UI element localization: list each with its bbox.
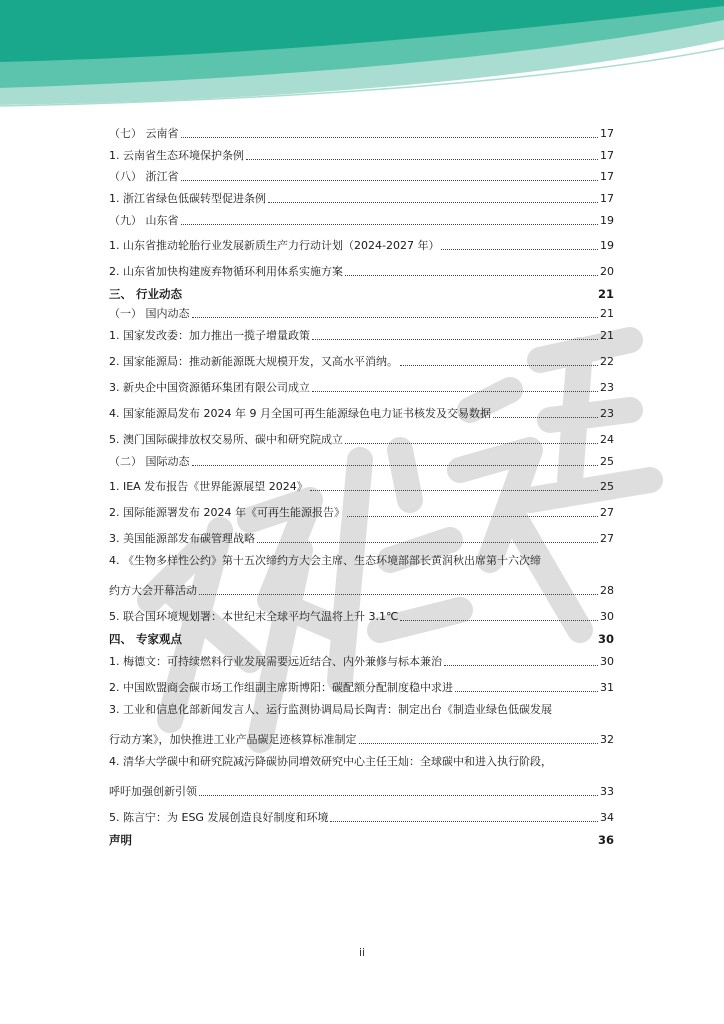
toc-entry-international[interactable] (109, 449, 614, 469)
toc-entry-page: 33 (600, 785, 614, 798)
dot-leader (310, 489, 598, 491)
dot-leader (493, 416, 598, 418)
toc-entry[interactable] (109, 675, 614, 695)
toc-entry-page: 30 (600, 610, 614, 623)
toc-entry[interactable] (109, 143, 614, 163)
toc-entry-line-1[interactable] (109, 554, 614, 570)
toc-entry-line-1[interactable] (109, 703, 614, 719)
page-number: ii (358, 946, 366, 959)
dot-leader (181, 223, 599, 225)
dot-leader (400, 364, 598, 366)
toc-entry-page: 20 (600, 265, 614, 278)
toc-entry-line-2[interactable] (109, 727, 614, 747)
toc-entry[interactable] (109, 604, 614, 624)
toc-entry-label: 2. 国家能源局：推动新能源既大规模开发，又高水平消纳。 (109, 355, 398, 368)
toc-entry-page: 17 (600, 192, 614, 205)
toc-entry-page: 17 (600, 127, 614, 140)
dot-leader (181, 179, 599, 181)
header-wave-banner (0, 0, 724, 110)
toc-entry-page: 23 (600, 407, 614, 420)
toc-entry-label: 呼吁加强创新引领 (109, 785, 197, 798)
toc-entry[interactable] (109, 474, 614, 494)
toc-entry-label: （一） 国内动态 (109, 307, 190, 320)
toc-section-industry-news[interactable] (109, 281, 614, 301)
toc-entry-line-2[interactable] (109, 779, 614, 799)
dot-leader (455, 690, 598, 692)
toc-entry-label: 3. 工业和信息化部新闻发言人、运行监测协调局局长陶青：制定出台《制造业绿色低碳发展 (109, 703, 552, 716)
toc-entry-page: 30 (597, 632, 614, 646)
dot-leader (134, 843, 596, 844)
toc-entry-page: 21 (600, 329, 614, 342)
toc-entry-label: 1. 国家发改委：加力推出一揽子增量政策 (109, 329, 310, 342)
toc-entry-label: 5. 联合国环境规划署：本世纪末全球平均气温将上升 3.1℃ (109, 610, 399, 623)
toc-entry-label: 三、 行业动态 (109, 287, 183, 301)
dot-leader (199, 593, 598, 595)
toc-entry-label: 行动方案》，加快推进工业产品碳足迹核算标准制定 (109, 733, 357, 746)
toc-entry-label: 2. 中国欧盟商会碳市场工作组副主席斯博阳：碳配额分配制度稳中求进 (109, 681, 453, 694)
dot-leader (199, 794, 598, 796)
toc-entry[interactable] (109, 500, 614, 520)
dot-leader (345, 442, 598, 444)
toc-entry[interactable] (109, 186, 614, 206)
toc-entry-label: （八） 浙江省 (109, 170, 179, 183)
toc-entry[interactable] (109, 349, 614, 369)
toc-entry-page: 27 (600, 506, 614, 519)
dot-leader (400, 619, 598, 621)
toc-entry-label: 3. 美国能源部发布碳管理战略 (109, 532, 255, 545)
toc-entry-page: 19 (600, 214, 614, 227)
toc-entry-label: 2. 山东省加快构建废弃物循环利用体系实施方案 (109, 265, 343, 278)
toc-entry-label: 3. 新央企中国资源循环集团有限公司成立 (109, 381, 310, 394)
toc-entry[interactable] (109, 649, 614, 669)
toc-entry-label: 5. 陈言宁：为 ESG 发展创造良好制度和环境 (109, 811, 329, 824)
dot-leader (184, 642, 596, 643)
toc-entry-label: （二） 国际动态 (109, 455, 190, 468)
toc-entry-label: 1. 山东省推动轮胎行业发展新质生产力行动计划（2024-2027 年） (109, 239, 440, 252)
toc-entry-label: 4. 清华大学碳中和研究院减污降碳协同增效研究中心主任王灿：全球碳中和进入执行阶段， (109, 755, 552, 768)
toc-entry-line-2[interactable] (109, 578, 614, 598)
toc-entry-label: 1. IEA 发布报告《世界能源展望 2024》 (109, 480, 308, 493)
toc-entry-label: 5. 澳门国际碳排放权交易所、碳中和研究院成立 (109, 433, 343, 446)
toc-entry-label: 四、 专家观点 (109, 632, 183, 646)
dot-leader (312, 390, 598, 392)
dot-leader (257, 541, 598, 543)
toc-entry-page: 23 (600, 381, 614, 394)
toc-section-expert-views[interactable] (109, 626, 614, 646)
toc-entry-page: 21 (600, 307, 614, 320)
toc-entry[interactable] (109, 259, 614, 279)
dot-leader (192, 316, 599, 318)
toc-entry-page: 36 (597, 833, 614, 847)
toc-entry-line-1[interactable] (109, 755, 614, 771)
dot-leader (246, 158, 598, 160)
toc-entry-page: 17 (600, 149, 614, 162)
toc-entry-label: 1. 云南省生态环境保护条例 (109, 149, 244, 162)
toc-entry-label: 1. 梅德文：可持续燃料行业发展需要远近结合、内外兼修与标本兼治 (109, 655, 442, 668)
dot-leader (347, 515, 598, 517)
toc-entry-page: 24 (600, 433, 614, 446)
dot-leader (181, 136, 599, 138)
dot-leader (359, 742, 599, 744)
dot-leader (184, 297, 596, 298)
toc-entry-page: 21 (597, 287, 614, 301)
toc-entry-label: 4. 国家能源局发布 2024 年 9 月全国可再生能源绿色电力证书核发及交易数据 (109, 407, 491, 420)
dot-leader (330, 820, 598, 822)
toc-entry-label: 4. 《生物多样性公约》第十五次缔约方大会主席、生态环境部部长黄润秋出席第十六次缔 (109, 554, 541, 567)
toc-entry-label: （七） 云南省 (109, 127, 179, 140)
toc-entry-label: 1. 浙江省绿色低碳转型促进条例 (109, 192, 266, 205)
dot-leader (312, 338, 598, 340)
toc-entry-page: 22 (600, 355, 614, 368)
dot-leader (268, 201, 598, 203)
dot-leader (192, 464, 599, 466)
toc-entry[interactable] (109, 526, 614, 546)
toc-entry-page: 28 (600, 584, 614, 597)
toc-entry-label: 约方大会开幕活动 (109, 584, 197, 597)
toc-entry[interactable] (109, 375, 614, 395)
toc-entry-page: 19 (600, 239, 614, 252)
dot-leader (441, 248, 598, 250)
toc-entry-zhejiang[interactable] (109, 164, 614, 184)
toc-entry[interactable] (109, 805, 614, 825)
toc-entry-shandong[interactable] (109, 208, 614, 228)
toc-entry[interactable] (109, 233, 614, 253)
toc-entry-label: 声明 (109, 833, 132, 847)
toc-entry-page: 17 (600, 170, 614, 183)
toc-entry-yunnan[interactable] (109, 121, 614, 141)
toc-entry-page: 25 (600, 480, 614, 493)
toc-section-statement[interactable] (109, 827, 614, 847)
toc-entry[interactable] (109, 401, 614, 421)
toc-entry-domestic[interactable] (109, 301, 614, 321)
toc-entry[interactable] (109, 427, 614, 447)
dot-leader (444, 664, 598, 666)
dot-leader (345, 274, 598, 276)
toc-entry-page: 30 (600, 655, 614, 668)
toc-entry-page: 25 (600, 455, 614, 468)
toc-entry[interactable] (109, 323, 614, 343)
toc-entry-page: 32 (600, 733, 614, 746)
toc-entry-page: 34 (600, 811, 614, 824)
toc-entry-label: 2. 国际能源署发布 2024 年《可再生能源报告》 (109, 506, 345, 519)
toc-entry-page: 27 (600, 532, 614, 545)
toc-entry-page: 31 (600, 681, 614, 694)
toc-entry-label: （九） 山东省 (109, 214, 179, 227)
